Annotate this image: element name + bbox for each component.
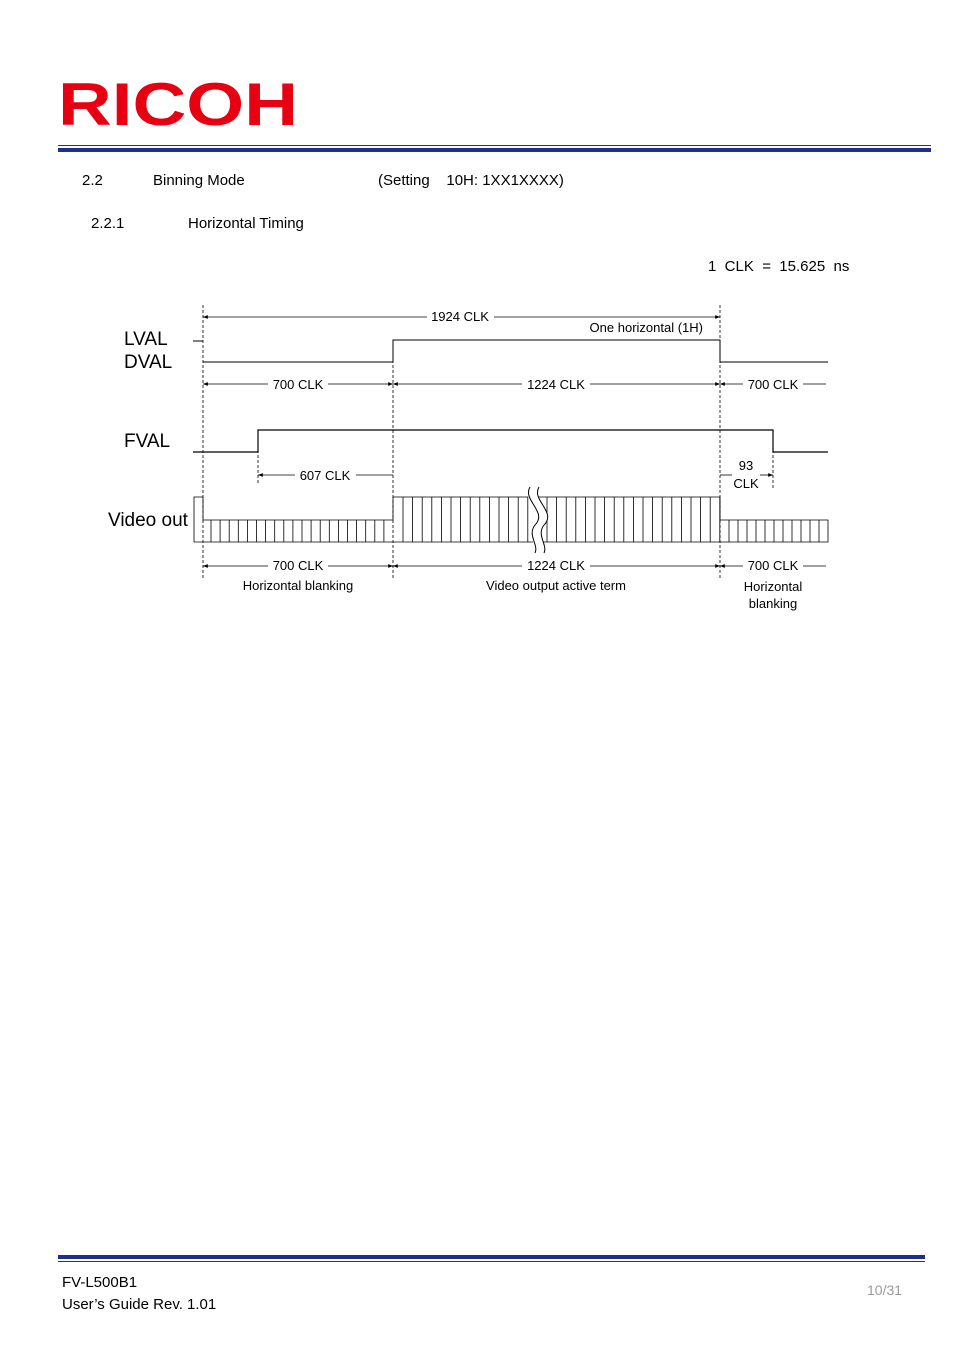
footer-guide-rev: User’s Guide Rev. 1.01 — [62, 1296, 217, 1313]
lval-blank-right-label: 700 CLK — [747, 377, 799, 392]
active-term-label: Video output active term — [486, 578, 626, 593]
hblank-right-label-line2: blanking — [748, 596, 798, 611]
video-active-label: 1224 CLK — [527, 558, 585, 573]
page-number: 10/31 — [867, 1282, 903, 1298]
ricoh-logo — [58, 78, 300, 128]
fval-label: FVAL — [124, 431, 171, 452]
lval-label: LVAL — [124, 329, 168, 350]
clock-note: 1 CLK = 15.625 ns — [708, 258, 850, 275]
fval-trail-unit: CLK — [733, 476, 759, 491]
video-blank-left-label: 700 CLK — [272, 558, 324, 573]
video-out-label: Video out — [108, 510, 188, 531]
section-setting: (Setting 10H: 1XX1XXXX) — [378, 172, 564, 189]
video-bus-outline — [194, 497, 828, 542]
fval-waveform — [193, 430, 828, 452]
horizontal-timing-diagram — [0, 290, 954, 630]
lval-waveform — [203, 340, 828, 362]
ricoh-logo-text: RICOH — [58, 78, 298, 128]
one-horizontal-label: One horizontal (1H) — [589, 320, 703, 335]
footer-model: FV-L500B1 — [62, 1274, 138, 1291]
section-number: 2.2 — [82, 172, 103, 189]
hblank-right-label-line1: Horizontal — [743, 579, 803, 594]
subsection-number: 2.2.1 — [91, 215, 125, 232]
fval-trail-number: 93 — [738, 458, 754, 473]
lval-blank-left-label: 700 CLK — [272, 377, 324, 392]
dval-label: DVAL — [124, 352, 173, 373]
video-blank-right-label: 700 CLK — [747, 558, 799, 573]
fval-lead-label: 607 CLK — [299, 468, 351, 483]
total-clk-label: 1924 CLK — [431, 309, 489, 324]
lval-active-label: 1224 CLK — [527, 377, 585, 392]
video-out-waveform — [194, 497, 828, 542]
subsection-title: Horizontal Timing — [188, 215, 304, 232]
hblank-left-label: Horizontal blanking — [242, 578, 354, 593]
timing-guides — [203, 305, 773, 578]
section-title: Binning Mode — [153, 172, 245, 189]
